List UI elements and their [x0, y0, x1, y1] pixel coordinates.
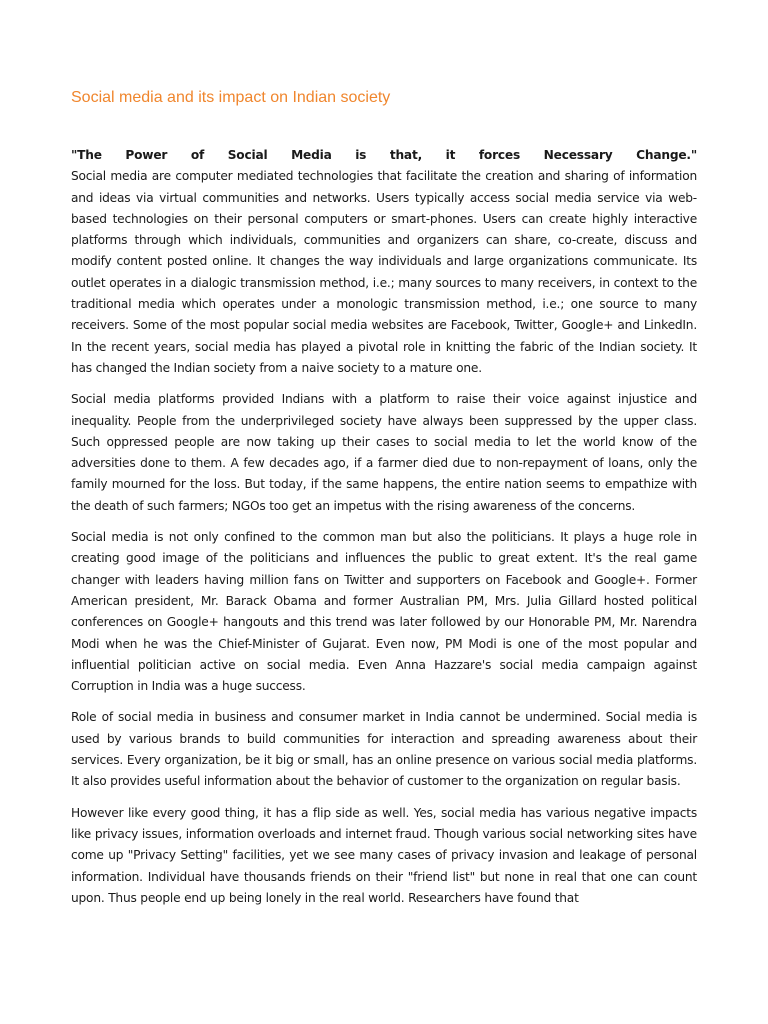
paragraph-negative-impacts: However like every good thing, it has a flip side as well. Yes, social media has various negative impacts like privacy issues, information overloads and internet fraud. Though various social networking sites have come up "Privacy Setting" facilities, yet we see many cases of privacy invasion and leakage of personal information. Individual have thousands friends on their "friend list" but none in real that one can count upon. Thus people end up being lonely in the real world. Researchers have found that [71, 805, 697, 905]
document-body [71, 145, 697, 919]
paragraph-intro [71, 145, 697, 379]
paragraph-injustice: Social media platforms provided Indians with a platform to raise their voice against injustice and inequality. People from the underprivileged society have always been suppressed by the upper class. Such oppressed people are now taking up their cases to social media to let the world know of the adversities done to them. A few decades ago, if a farmer died due to non-repayment of loans, only the family mourned for the loss. But today, if the same happens, the entire nation seems to empathize with the death of such farmers; NGOs too get an impetus with the rising awareness of the concerns. [71, 392, 697, 513]
document-title: Social media and its impact on Indian society [71, 89, 391, 106]
paragraph-business: Role of social media in business and consumer market in India cannot be undermined. Social media is used by various brands to build communities for interaction and spreading awareness about their services. Every organization, be it big or small, has an online presence on various social media platforms. It also provides useful information about the behavior of customer to the organization on regular basis. [71, 710, 697, 789]
paragraph-politicians: Social media is not only confined to the common man but also the politicians. It plays a huge role in creating good image of the politicians and influences the public to great extent. It's the real game changer with leaders having million fans on Twitter and supporters on Facebook and Google+. Former American president, Mr. Barack Obama and former Australian PM, Mrs. Julia Gillard hosted political conferences on Google+ hangouts and this trend was later followed by our Honorable PM, Mr. Narendra Modi when he was the Chief-Minister of Gujarat. Even now, PM Modi is one of the most popular and influential politician active on social media. Even Anna Hazzare's social media campaign against Corruption in India was a huge success. [71, 530, 697, 694]
paragraph-text-1: Social media are computer mediated technologies that facilitate the creation and sharing of information and ideas via virtual communities and networks. Users typically access social media service via web-based technologies on their personal computers or smart-phones. Users can create highly interactive platforms through which individuals, communities and organizers can share, co-create, discuss and modify content posted online. It changes the way individuals and large organizations communicate. Its outlet operates in a dialogic transmission method, i.e.; many sources to many receivers, in context to the traditional media which operates under a monologic transmission method, i.e.; one source to many receivers. Some of the most popular social media websites are Facebook, Twitter, Google+ and LinkedIn. In the recent years, social media has played a pivotal role in knitting the fabric of the Indian society. It has changed the Indian society from a naive society to a mature one. [71, 169, 697, 375]
opening-quote: "The Power of Social Media is that, it forces Necessary Change." [71, 148, 697, 162]
